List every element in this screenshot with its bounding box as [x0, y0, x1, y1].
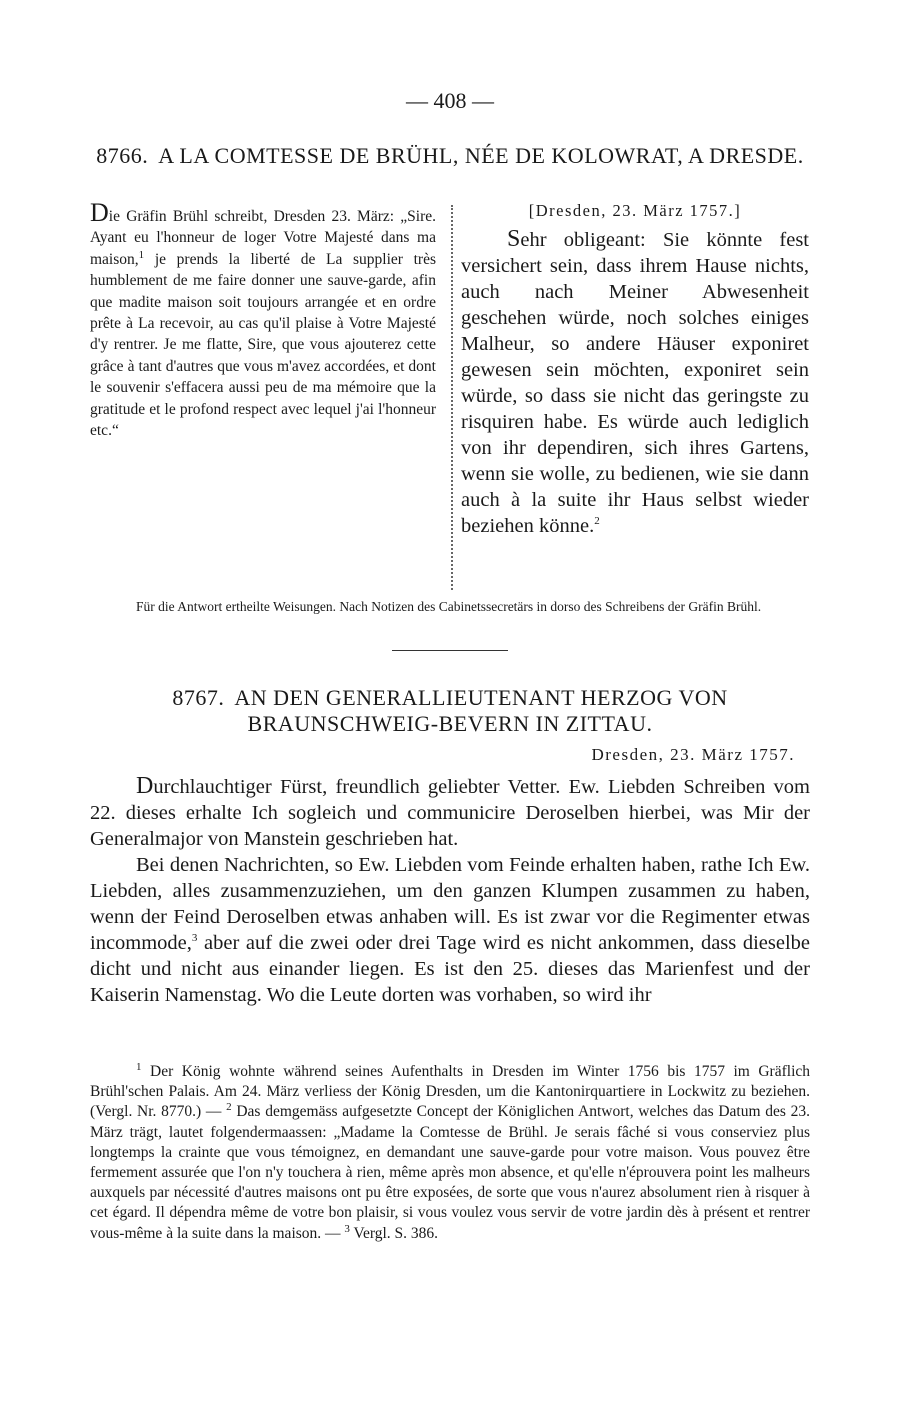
drop-cap: D	[90, 198, 109, 227]
letter-heading-8767	[90, 685, 810, 737]
footnote-marker: 3	[344, 1222, 350, 1235]
letter-number: 8767.	[172, 685, 225, 710]
footnote-text: Das demgemäss aufgesetzte Concept der Königlichen Antwort, welches das Datum des 23. März trägt, lautet folgendermaassen: „Madame la Comtesse de Brühl. Je serais fâché si vous conserviez plus longtemps la crainte que vous témoignez, en demandant une sauve-garde pour votre maison. Vous pouvez être fermement assurée que l'on n'y touchera à rien, même après mon absence, et qu'elle n'éprouvera point les malheurs auxquels par nécessité d'autres maisons ont pu être exposées, de sorte que vous n'aurez absolument rien à risquer à cet égard. Il dépendra même de votre bon plaisir, si vous voulez vous servir de votre jardin dès à présent et rentrer vous-même à la suite dans la maison. —	[90, 1103, 810, 1242]
letter-heading-8766	[90, 143, 810, 169]
letter-paragraph	[90, 852, 810, 1008]
section-divider	[392, 650, 508, 651]
footnote-marker: 1	[138, 248, 145, 261]
editorial-note: Für die Antwort ertheilte Weisungen. Nach Notizen des Cabinetssecretärs in dorso des Schreibens der Gräfin Brühl.	[136, 599, 762, 614]
reply-column	[461, 198, 809, 539]
incoming-letter-summary	[90, 198, 436, 441]
paragraph-text: Bei denen Nachrichten, so Ew. Liebden vom Feinde erhalten haben, rathe Ich Ew. Liebden, alles zusammenzuziehen, um den ganzen Klumpen zusammen zu haben, wenn der Feind Deroselben etwas anhaben will. Es ist zwar vor die Regimenter etwas incommode,	[90, 854, 810, 954]
column-divider	[451, 205, 453, 590]
footnote-marker: 2	[226, 1101, 232, 1114]
drop-cap: D	[136, 773, 154, 799]
footnote-marker: 2	[594, 515, 600, 528]
reply-text: ehr obligeant: Sie könnte fest versichert sein, dass ihrem Hause nichts, auch nach Meiner Abwesenheit geschehen würde, noch solches einiges Malheur, so andere Häuser exponiret gewesen sein möchten, exponiret sein würde, so dass sie nicht das geringste zu risquiren habe. Es würde auch lediglich von ihr dependiren, sich ihres Gartens, wenn sie wolle, zu bedienen, wie sie dann auch à la suite ihr Haus selbst wieder beziehen könne.	[461, 229, 809, 537]
letter-paragraph	[90, 773, 810, 852]
paragraph-text: urchlauchtiger Fürst, freundlich geliebter Vetter. Ew. Liebden Schreiben vom 22. dieses erhalte Ich sogleich und communicire Deroselben hierbei, was Mir der Generalmajor von Manstein geschrieben hat.	[90, 776, 810, 850]
paragraph-text-continued: aber auf die zwei oder drei Tage wird es nicht ankommen, dass dieselbe dicht und nicht aus einander liegen. Es ist den 25. dieses das Marienfest und der Kaiserin Namenstag. Wo die Leute dorten was vorhaben, so wird ihr	[90, 932, 810, 1006]
footnote-marker: 3	[191, 932, 198, 945]
footnote-marker: 1	[136, 1060, 142, 1073]
reply-text-block	[461, 226, 809, 539]
footnote-text: Der König wohnte während seines Aufenthalts in Dresden im Winter 1756 bis 1757 im Gräflich Brühl'schen Palais. Am 24. März verliess der König Dresden, um die Kantonirquartiere in Lockwitz zu beziehen. (Vergl. Nr. 8770.) —	[90, 1063, 810, 1121]
page-number: — 408 —	[406, 88, 494, 113]
letter-title: A LA COMTESSE DE BRÜHL, NÉE DE KOLOWRAT, A DRESDE.	[158, 143, 804, 168]
letter-body	[90, 773, 810, 1008]
letter-title: AN DEN GENERALLIEUTENANT HERZOG VON BRAUNSCHWEIG-BEVERN IN ZITTAU.	[234, 685, 728, 736]
footnotes	[90, 1062, 810, 1244]
summary-text-continued: je prends la liberté de La supplier très humblement de me faire donner une sauve-garde, afin que madite maison soit toujours arrangée et en ordre prête à La recevoir, au cas qu'il plaise à Votre Majesté d'y rentrer. Je me flatte, Sire, que vous ajouterez cette grâce à tant d'autres que vous m'avez accordées, et dont le souvenir s'effacera aussi peu de ma mémoire que la gratitude et le profond respect avec lequel j'ai l'honneur etc.“	[90, 250, 436, 440]
letter-dateline: Dresden, 23. März 1757.	[591, 745, 795, 764]
reply-dateline: [Dresden, 23. März 1757.]	[528, 201, 742, 220]
letter-number: 8766.	[96, 143, 149, 168]
summary-text: ie Gräfin Brühl schreibt, Dresden 23. März: „Sire. Ayant eu l'honneur de loger Votre Majesté dans ma maison,	[90, 208, 436, 268]
drop-cap: S	[507, 226, 521, 252]
footnote-text: Vergl. S. 386.	[349, 1224, 439, 1242]
